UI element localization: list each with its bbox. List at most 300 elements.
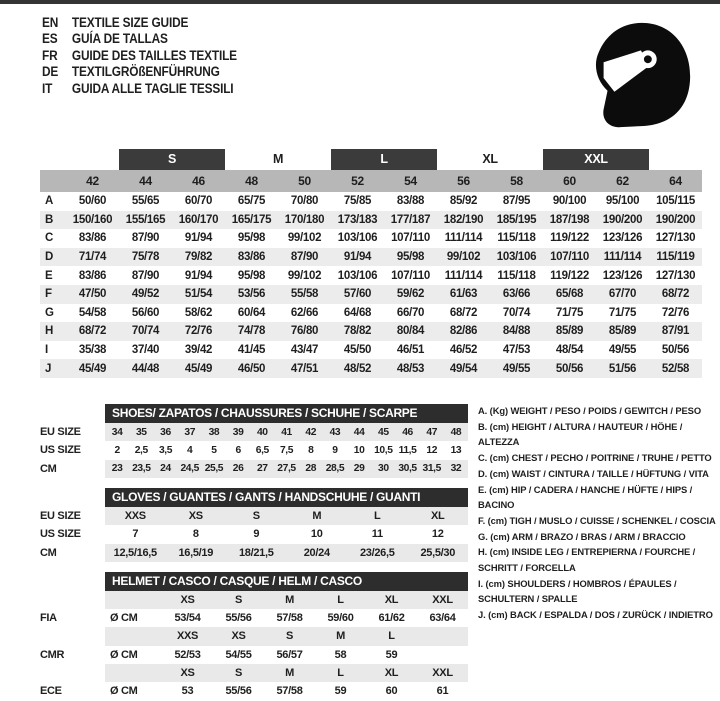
measurement-value: 170/180	[284, 213, 325, 226]
mini-cell-value: 18/21,5	[238, 546, 274, 559]
measurement-value: 123/126	[602, 232, 643, 245]
measurement-value: 72/76	[184, 325, 213, 338]
band-spacer	[40, 149, 119, 170]
mini-cell-value: 6	[235, 444, 241, 456]
measurement-value: 71/75	[608, 306, 637, 319]
language-label: TEXTILGRÖßENFÜHRUNG	[71, 64, 220, 80]
language-label: TEXTILE SIZE GUIDE	[71, 15, 189, 30]
helmet-icon	[576, 16, 702, 134]
helmet-value: 55/56	[225, 612, 252, 625]
language-label: GUÍA DE TALLAS	[71, 31, 168, 47]
language-row	[42, 31, 237, 47]
measurement-value: 83/88	[396, 195, 425, 208]
size-number: 46	[192, 174, 205, 188]
size-number: 60	[563, 174, 576, 188]
helmet-size-label: XS	[180, 666, 195, 679]
mini-row-label: US SIZE	[40, 444, 81, 457]
measurement-value: 58/62	[184, 306, 213, 319]
measurement-value: 95/100	[605, 195, 640, 208]
measurement-value: 57/60	[343, 288, 372, 301]
language-row	[42, 64, 237, 80]
mini-table-row	[40, 423, 468, 441]
measurement-value: 37/40	[131, 344, 160, 357]
size-number: 42	[86, 174, 99, 188]
shoes-table-rows	[40, 423, 468, 478]
measurement-row-label: F	[45, 288, 52, 301]
measurement-value: 150/160	[72, 213, 113, 226]
shoes-table-title: SHOES/ ZAPATOS / CHAUSSURES / SCHUHE / SCARPE	[105, 404, 468, 423]
measurement-value: 49/55	[608, 344, 637, 357]
size-number: 52	[351, 174, 364, 188]
measurement-value: 59/62	[396, 288, 425, 301]
measurement-value: 48/53	[396, 362, 425, 375]
measurement-value: 46/52	[449, 344, 478, 357]
helmet-size-label: XXL	[432, 666, 453, 679]
helmet-value: 52/53	[174, 648, 201, 661]
mini-cell-value: 6,5	[255, 444, 269, 456]
helmet-size-label: L	[388, 630, 395, 643]
measurement-value: 82/86	[449, 325, 478, 338]
measurement-value: 68/72	[78, 325, 107, 338]
legend-item: D. (cm) WAIST / CINTURA / TAILLE / HÜFTUNG / VITA	[478, 467, 709, 479]
helmet-unit-label: Ø CM	[110, 685, 138, 698]
legend-item: C. (cm) CHEST / PECHO / POITRINE / TRUHE / PETTO	[478, 452, 712, 464]
measurement-row-label: A	[45, 195, 54, 208]
size-band-row	[40, 149, 702, 170]
language-code: DE	[42, 64, 59, 80]
measurement-value: 51/54	[184, 288, 213, 301]
mini-row-label: EU SIZE	[40, 510, 81, 523]
helmet-size-cells	[105, 664, 468, 682]
measurement-row	[40, 229, 702, 248]
helmet-table-title: HELMET / CASCO / CASQUE / HELM / CASCO	[105, 572, 468, 591]
gloves-table-rows	[40, 507, 468, 562]
mini-cell-value: 39	[232, 426, 244, 438]
measurement-value: 185/195	[496, 213, 537, 226]
mini-cell-value: 24	[160, 463, 171, 475]
mini-cell-value: 11,5	[398, 444, 417, 456]
measurement-value: 95/98	[237, 269, 266, 282]
helmet-size-cells	[105, 627, 468, 645]
measurement-value: 85/89	[555, 325, 584, 338]
measurement-value: 84/88	[502, 325, 531, 338]
mini-cell-value: 24,5	[180, 463, 199, 475]
measurement-value: 55/58	[290, 288, 319, 301]
legend-item: F. (cm) TIGH / MUSLO / CUISSE / SCHENKEL / COSCIA	[478, 514, 716, 526]
helmet-value: 58	[334, 648, 347, 661]
helmet-value: 57/58	[276, 685, 303, 698]
mini-cell-value: 28,5	[325, 463, 345, 475]
mini-cell-value: 9	[332, 444, 338, 456]
mini-cell-value: 25,5	[204, 463, 224, 475]
helmet-value: 59	[385, 648, 398, 661]
mini-cell-value: 46	[402, 426, 413, 438]
measurement-row-label: G	[45, 306, 54, 319]
measurement-value: 70/74	[502, 306, 531, 319]
mini-cell-value: 44	[353, 426, 365, 438]
top-border-bar	[0, 0, 720, 4]
measurement-value: 190/200	[602, 213, 643, 226]
measurement-value: 103/106	[337, 232, 378, 245]
measurement-value: 45/50	[343, 344, 372, 357]
measurement-value: 87/95	[502, 195, 531, 208]
measurement-value: 99/102	[446, 251, 481, 264]
mini-cell-value: 20/24	[303, 546, 330, 559]
measurement-value: 50/56	[661, 344, 690, 357]
measurement-row	[40, 285, 702, 304]
measurement-row	[40, 304, 702, 323]
measurement-value: 99/102	[287, 269, 322, 282]
mini-cell-value: 23	[111, 463, 123, 475]
mini-cell-value: 12	[431, 528, 444, 541]
mini-row-cells	[105, 460, 468, 478]
helmet-value: 63/64	[429, 612, 456, 625]
measurement-value: 46/51	[396, 344, 425, 357]
language-label: GUIDE DES TAILLES TEXTILE	[71, 47, 237, 63]
measurement-value: 56/60	[131, 306, 160, 319]
mini-cell-value: 34	[111, 426, 123, 438]
measurement-value: 127/130	[655, 232, 696, 245]
language-row	[42, 15, 237, 31]
helmet-value: 61/62	[378, 612, 405, 625]
mini-cell-value: 10	[353, 444, 365, 456]
measurement-value: 49/54	[449, 362, 478, 375]
helmet-size-label: XL	[384, 594, 399, 607]
mini-table-row	[40, 525, 468, 543]
mini-cell-value: 41	[281, 426, 292, 438]
measurement-value: 83/86	[78, 269, 107, 282]
helmet-value: 61	[436, 685, 449, 698]
mini-cell-value: 8	[192, 528, 199, 541]
measurement-value: 61/63	[449, 288, 478, 301]
measurement-value: 111/114	[444, 232, 483, 245]
mini-cell-value: 13	[450, 444, 462, 456]
measurement-value: 123/126	[602, 269, 643, 282]
mini-row-label: CM	[40, 462, 57, 475]
measurement-value: 44/48	[131, 362, 160, 375]
measurement-value: 47/53	[502, 344, 531, 357]
measurement-value: 177/187	[390, 213, 431, 226]
measurement-value: 50/56	[555, 362, 584, 375]
language-code: FR	[42, 47, 58, 63]
measurement-value: 182/190	[443, 213, 484, 226]
measurement-value: 41/45	[237, 344, 266, 357]
helmet-size-table	[40, 572, 468, 700]
measurement-value: 55/65	[131, 195, 160, 208]
mini-cell-value: 37	[184, 426, 196, 438]
band-spacer	[649, 149, 702, 170]
helmet-value: 54/55	[225, 648, 252, 661]
mini-cell-value: 8	[308, 444, 314, 456]
measurement-value: 54/58	[78, 306, 107, 319]
measurement-row-label: B	[45, 213, 54, 226]
measurement-row-label: J	[45, 362, 52, 375]
measurement-value: 50/60	[78, 195, 107, 208]
mini-row-cells	[105, 507, 468, 525]
measurement-value: 70/74	[131, 325, 160, 338]
measurement-value: 173/183	[337, 213, 378, 226]
legend-item: B. (cm) HEIGHT / ALTURA / HAUTEUR / HÖHE / ALTEZZA	[478, 420, 683, 448]
mini-table-row	[40, 544, 468, 562]
mini-cell-value: 29	[353, 463, 365, 475]
mini-cell-value: 42	[305, 426, 317, 438]
helmet-size-label: L	[337, 594, 344, 607]
helmet-value-row	[40, 609, 468, 627]
legend-item: A. (Kg) WEIGHT / PESO / POIDS / GEWITCH / PESO	[478, 405, 702, 416]
measurement-value: 78/82	[343, 325, 372, 338]
helmet-standard-label: ECE	[40, 685, 62, 698]
mini-cell-value: 28	[305, 463, 317, 475]
mini-cell-value: 38	[208, 426, 220, 438]
measurement-value: 87/90	[131, 232, 160, 245]
legend-item: E. (cm) HIP / CADERA / HANCHE / HÜFTE / HIPS / BACINO	[478, 483, 693, 511]
mini-table-row	[40, 507, 468, 525]
measurement-value: 111/114	[444, 269, 483, 282]
helmet-value: 56/57	[276, 648, 303, 661]
mini-cell-value: 40	[256, 426, 268, 438]
mini-cell-value: 9	[253, 528, 260, 541]
size-band-m: M	[272, 152, 284, 166]
mini-cell-value: 26	[232, 463, 244, 475]
helmet-value: 59/60	[327, 612, 354, 625]
helmet-size-label: S	[285, 630, 294, 643]
mini-row-label: US SIZE	[40, 528, 81, 541]
measurement-row	[40, 266, 702, 285]
measurement-value: 48/52	[343, 362, 372, 375]
measurement-value: 165/175	[231, 213, 272, 226]
helmet-size-label: M	[285, 666, 294, 679]
measurement-value: 95/98	[396, 251, 425, 264]
mini-cell-value: 12,5/16,5	[113, 546, 157, 559]
measurement-value: 53/56	[237, 288, 266, 301]
measurement-value: 115/119	[656, 251, 695, 264]
measurement-value: 47/50	[78, 288, 107, 301]
measurement-value: 107/110	[550, 251, 589, 264]
mini-row-label: EU SIZE	[40, 426, 81, 439]
measurement-value: 43/47	[290, 344, 319, 357]
measurement-value: 76/80	[290, 325, 319, 338]
measurement-value: 75/78	[131, 251, 160, 264]
gloves-table-title: GLOVES / GUANTES / GANTS / HANDSCHUHE / GUANTI	[105, 488, 468, 507]
mini-row-cells	[105, 423, 468, 441]
mini-cell-value: 2,5	[134, 444, 148, 456]
size-band-s: S	[119, 149, 225, 170]
measurement-value: 74/78	[237, 325, 266, 338]
helmet-size-row	[40, 591, 468, 609]
mini-cell-value: 16,5/19	[178, 546, 214, 559]
size-number: 50	[298, 174, 311, 188]
measurement-value: 103/106	[496, 251, 537, 264]
size-number: 54	[404, 174, 417, 188]
measurement-value: 64/68	[343, 306, 372, 319]
measurement-row	[40, 211, 702, 230]
mini-row-cells	[105, 544, 468, 562]
language-row	[42, 48, 237, 64]
measurement-value: 115/118	[497, 269, 536, 282]
measurement-value: 119/122	[550, 232, 589, 245]
measurement-value: 85/92	[449, 195, 478, 208]
helmet-value: 60	[385, 685, 398, 698]
measurement-value: 80/84	[396, 325, 425, 338]
measurement-legend	[478, 403, 719, 623]
mini-cell-value: 2	[114, 444, 120, 456]
measurement-row	[40, 322, 702, 341]
mini-cell-value: 3,5	[158, 444, 173, 456]
helmet-size-row	[40, 664, 468, 682]
measurement-value: 87/90	[290, 251, 319, 264]
measurement-value: 49/55	[502, 362, 531, 375]
helmet-size-label: XXS	[176, 630, 199, 643]
helmet-size-label: XS	[180, 594, 195, 607]
measurement-value: 48/54	[555, 344, 584, 357]
measurement-value: 47/51	[290, 362, 319, 375]
helmet-size-label: S	[234, 594, 243, 607]
measurement-row-label: E	[45, 269, 53, 282]
helmet-standard-label: CMR	[40, 648, 65, 661]
helmet-value-row	[40, 646, 468, 664]
gloves-size-table	[40, 488, 468, 562]
size-number-row	[40, 170, 702, 192]
measurement-value: 155/165	[125, 213, 166, 226]
measurement-value: 71/75	[555, 306, 584, 319]
measurement-row	[40, 359, 702, 378]
mini-cell-value: 27,5	[277, 463, 296, 475]
measurement-value: 87/91	[661, 325, 690, 338]
measurement-value: 103/106	[337, 269, 378, 282]
measurement-value: 87/90	[131, 269, 160, 282]
textile-size-table	[40, 149, 702, 378]
size-number: 58	[510, 174, 523, 188]
size-band-xxl: XXL	[543, 149, 649, 170]
helmet-size-label: M	[336, 630, 345, 643]
measurement-value: 91/94	[184, 269, 213, 282]
helmet-size-label: S	[234, 666, 243, 679]
measurement-value: 99/102	[287, 232, 322, 245]
measurement-value: 127/130	[655, 269, 696, 282]
measurement-value: 79/82	[184, 251, 213, 264]
helmet-size-label: XS	[231, 630, 246, 643]
measurement-value: 83/86	[237, 251, 266, 264]
mini-cell-value: 35	[135, 426, 147, 438]
measurement-row	[40, 341, 702, 360]
measurement-value: 45/49	[184, 362, 213, 375]
helmet-value: 53	[181, 685, 194, 698]
mini-cell-value: 25,5/30	[420, 546, 456, 559]
helmet-size-label: XL	[384, 666, 399, 679]
helmet-unit-label: Ø CM	[110, 648, 138, 661]
measurement-value: 70/80	[290, 195, 319, 208]
measurement-value: 95/98	[237, 232, 266, 245]
mini-cell-value: XL	[431, 510, 445, 523]
mini-cell-value: 4	[187, 444, 193, 456]
mini-row-cells	[105, 525, 468, 543]
measurement-value: 49/52	[131, 288, 160, 301]
measurement-value: 83/86	[78, 232, 107, 245]
legend-item: H. (cm) INSIDE LEG / ENTREPIERNA / FOURCHE / SCHRITT / FORCELLA	[478, 546, 696, 574]
language-label: GUIDA ALLE TAGLIE TESSILI	[71, 80, 234, 96]
mini-cell-value: 12	[426, 444, 438, 456]
mini-cell-value: 43	[329, 426, 341, 438]
language-code: ES	[42, 31, 58, 47]
mini-cell-value: 47	[426, 426, 438, 438]
helmet-value-cells	[105, 646, 468, 664]
measurement-value: 65/75	[237, 195, 266, 208]
mini-cell-value: 5	[211, 444, 217, 456]
measurement-value: 90/100	[552, 195, 587, 208]
size-band-l: L	[331, 149, 437, 170]
mini-cell-value: 31,5	[422, 463, 441, 475]
mini-cell-value: M	[312, 510, 322, 523]
measurement-value: 68/72	[661, 288, 690, 301]
helmet-standard-label: FIA	[40, 612, 57, 625]
mini-row-label: CM	[40, 546, 57, 559]
measurement-value: 160/170	[178, 213, 219, 226]
measurement-value: 111/114	[603, 251, 642, 264]
mini-cell-value: 7	[132, 528, 139, 541]
mini-cell-value: 23,5	[132, 463, 151, 475]
measurement-value: 105/115	[656, 195, 695, 208]
mini-cell-value: 48	[450, 426, 462, 438]
measurement-value: 107/110	[391, 232, 430, 245]
helmet-value: 53/54	[174, 612, 201, 625]
measurement-value: 46/50	[237, 362, 266, 375]
measurement-value: 60/64	[237, 306, 266, 319]
size-number: 56	[457, 174, 470, 188]
mini-cell-value: 30,5	[398, 463, 417, 475]
helmet-value-row	[40, 682, 468, 700]
measurement-value: 65/68	[555, 288, 584, 301]
measurement-value: 68/72	[449, 306, 478, 319]
legend-item: J. (cm) BACK / ESPALDA / DOS / ZURÜCK / INDIETRO	[478, 609, 713, 621]
legend-item: I. (cm) SHOULDERS / HOMBROS / ÉPAULES / SCHULTERN / SPALLE	[478, 577, 677, 605]
measurement-value: 51/56	[608, 362, 637, 375]
mini-cell-value: 45	[378, 426, 389, 438]
mini-cell-value: 11	[371, 528, 383, 541]
shoes-size-table	[40, 404, 468, 478]
measurement-value: 63/66	[502, 288, 531, 301]
measurement-value: 91/94	[343, 251, 372, 264]
mini-cell-value: 23/26,5	[359, 546, 395, 559]
measurement-value: 35/38	[78, 344, 107, 357]
helmet-size-row	[40, 627, 468, 645]
mini-table-row	[40, 441, 468, 459]
measurement-value: 67/70	[608, 288, 637, 301]
size-number: 62	[616, 174, 629, 188]
measurement-value: 60/70	[184, 195, 213, 208]
measurement-value: 52/58	[661, 362, 690, 375]
mini-cell-value: 30	[378, 463, 389, 475]
helmet-size-label: L	[337, 666, 344, 679]
helmet-value: 57/58	[276, 612, 303, 625]
helmet-value: 55/56	[225, 685, 252, 698]
language-row	[42, 81, 237, 97]
measurement-value: 107/110	[391, 269, 430, 282]
helmet-value-cells	[105, 682, 468, 700]
mini-cell-value: S	[252, 510, 260, 523]
measurement-value: 187/198	[549, 213, 590, 226]
mini-cell-value: XXS	[124, 510, 146, 523]
mini-cell-value: 32	[450, 463, 462, 475]
helmet-unit-label: Ø CM	[110, 612, 138, 625]
mini-cell-value: 7,5	[279, 444, 294, 456]
measurement-value: 91/94	[184, 232, 213, 245]
size-number: 48	[245, 174, 258, 188]
measurement-value: 45/49	[78, 362, 107, 375]
measurement-row-label: I	[45, 344, 48, 357]
helmet-size-cells	[105, 591, 468, 609]
measurement-value: 72/76	[661, 306, 690, 319]
helmet-size-label: M	[285, 594, 294, 607]
